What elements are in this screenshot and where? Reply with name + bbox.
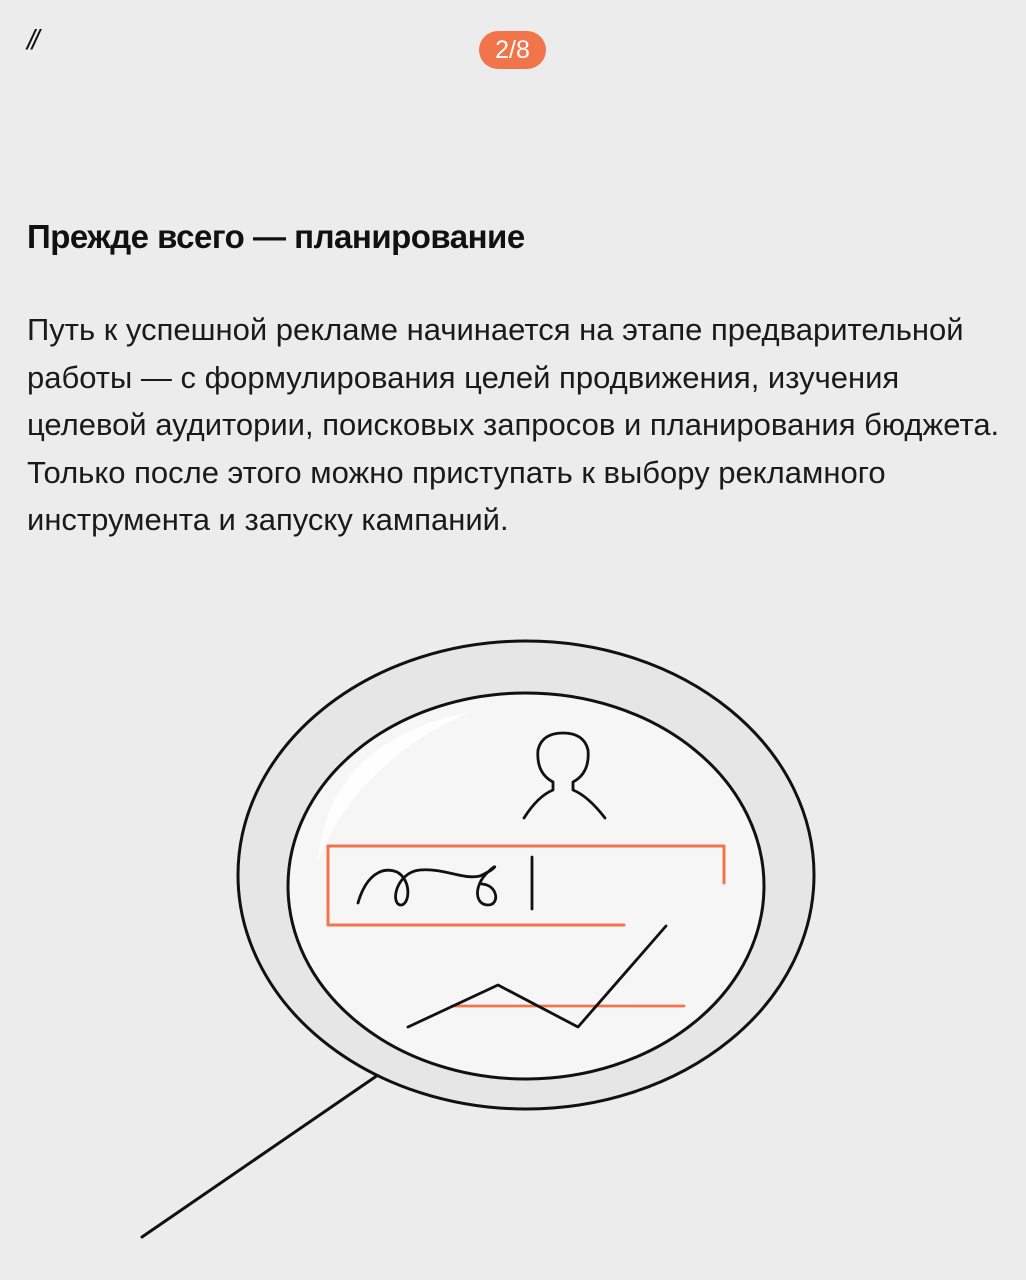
corner-mark: //	[27, 24, 37, 55]
magnifying-glass-icon	[0, 600, 1026, 1280]
slide-title: Прежде всего — планирование	[27, 218, 525, 255]
magnifier-lens	[288, 693, 764, 1079]
page-indicator-badge: 2/8	[479, 31, 546, 69]
magnifier-handle	[142, 1075, 378, 1237]
slide-body-text: Путь к успешной рекламе начинается на этапе предварительной работы — с формулирования целей продвижения, изучения целевой аудитории, поисковых запросов и планирования бюджета. Только после этого можно приступать к выбору рекламного инструмента и запуску кампаний.	[27, 312, 1000, 537]
